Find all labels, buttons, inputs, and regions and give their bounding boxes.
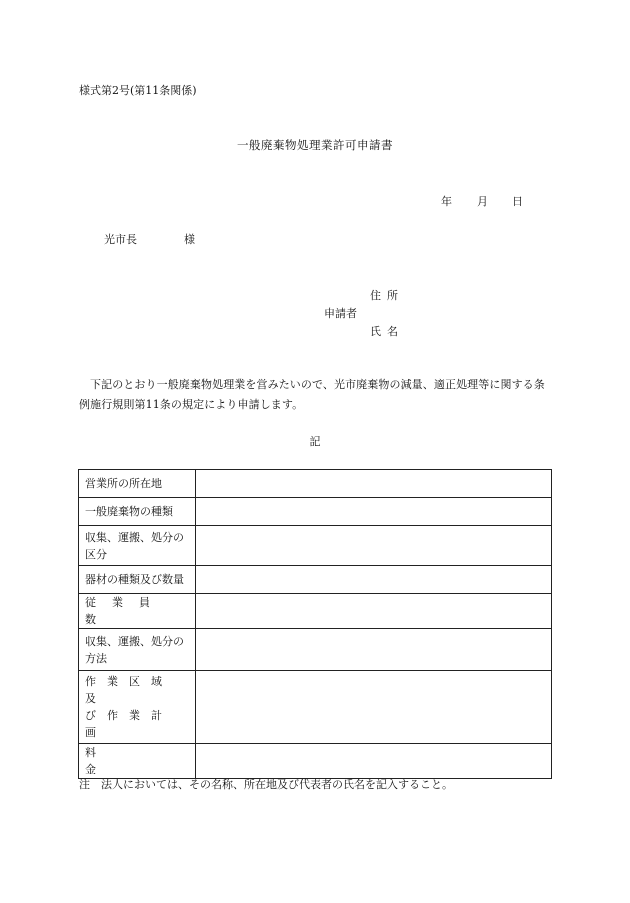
label-text: 一般廃棄物の種類	[85, 505, 173, 518]
ki-heading: 記	[309, 435, 321, 448]
label-line-2: び作業計画	[85, 709, 173, 739]
label-text: 営業所の所在地	[85, 477, 162, 490]
applicant-address-label: 住所	[370, 289, 404, 302]
table-row	[79, 566, 552, 594]
date-day-label: 日	[512, 195, 523, 208]
row-label-work-area	[79, 671, 196, 744]
row-value-employees[interactable]	[196, 594, 552, 629]
applicant-label: 申請者	[324, 307, 357, 320]
label-line-1: 収集、運搬、処分の	[85, 530, 184, 544]
row-value-office-location[interactable]	[196, 470, 552, 498]
form-number: 様式第2号(第11条関係)	[79, 84, 197, 97]
label-line-1: 作業区域及	[85, 675, 173, 705]
row-value-category[interactable]	[196, 526, 552, 566]
row-label-category	[79, 526, 196, 566]
addressee-name: 光市長	[104, 233, 137, 246]
addressee-honorific: 様	[184, 233, 195, 246]
table-row	[79, 744, 552, 779]
date-year-label: 年	[441, 195, 452, 208]
row-label-office-location	[79, 470, 196, 498]
table-row	[79, 629, 552, 671]
table-row	[79, 671, 552, 744]
row-value-equipment[interactable]	[196, 566, 552, 594]
row-label-equipment	[79, 566, 196, 594]
row-label-waste-type	[79, 498, 196, 526]
row-value-waste-type[interactable]	[196, 498, 552, 526]
body-paragraph: 下記のとおり一般廃棄物処理業を営みたいので、光市廃棄物の減量、適正処理等に関する条例施行規則第11条の規定により申請します。	[79, 378, 545, 411]
row-value-method[interactable]	[196, 629, 552, 671]
detail-table	[78, 469, 552, 779]
row-value-fee[interactable]	[196, 744, 552, 779]
label-text: 器材の種類及び数量	[85, 573, 184, 586]
date-month-label: 月	[477, 195, 488, 208]
row-label-fee	[79, 744, 196, 779]
table-row	[79, 498, 552, 526]
row-value-work-area[interactable]	[196, 671, 552, 744]
label-text: 料金	[85, 746, 166, 776]
row-label-employees	[79, 594, 196, 629]
label-line-2: 方法	[85, 651, 107, 665]
label-line-1: 収集、運搬、処分の	[85, 634, 184, 648]
table-row	[79, 526, 552, 566]
row-label-method	[79, 629, 196, 671]
footnote: 注 法人においては、その名称、所在地及び代表者の氏名を記入すること。	[79, 778, 453, 791]
table-row	[79, 470, 552, 498]
label-line-2: 区分	[85, 547, 107, 561]
label-text: 従業員数	[85, 596, 166, 626]
document-title: 一般廃棄物処理業許可申請書	[237, 138, 393, 152]
applicant-name-label: 氏名	[370, 325, 404, 338]
table-row	[79, 594, 552, 629]
